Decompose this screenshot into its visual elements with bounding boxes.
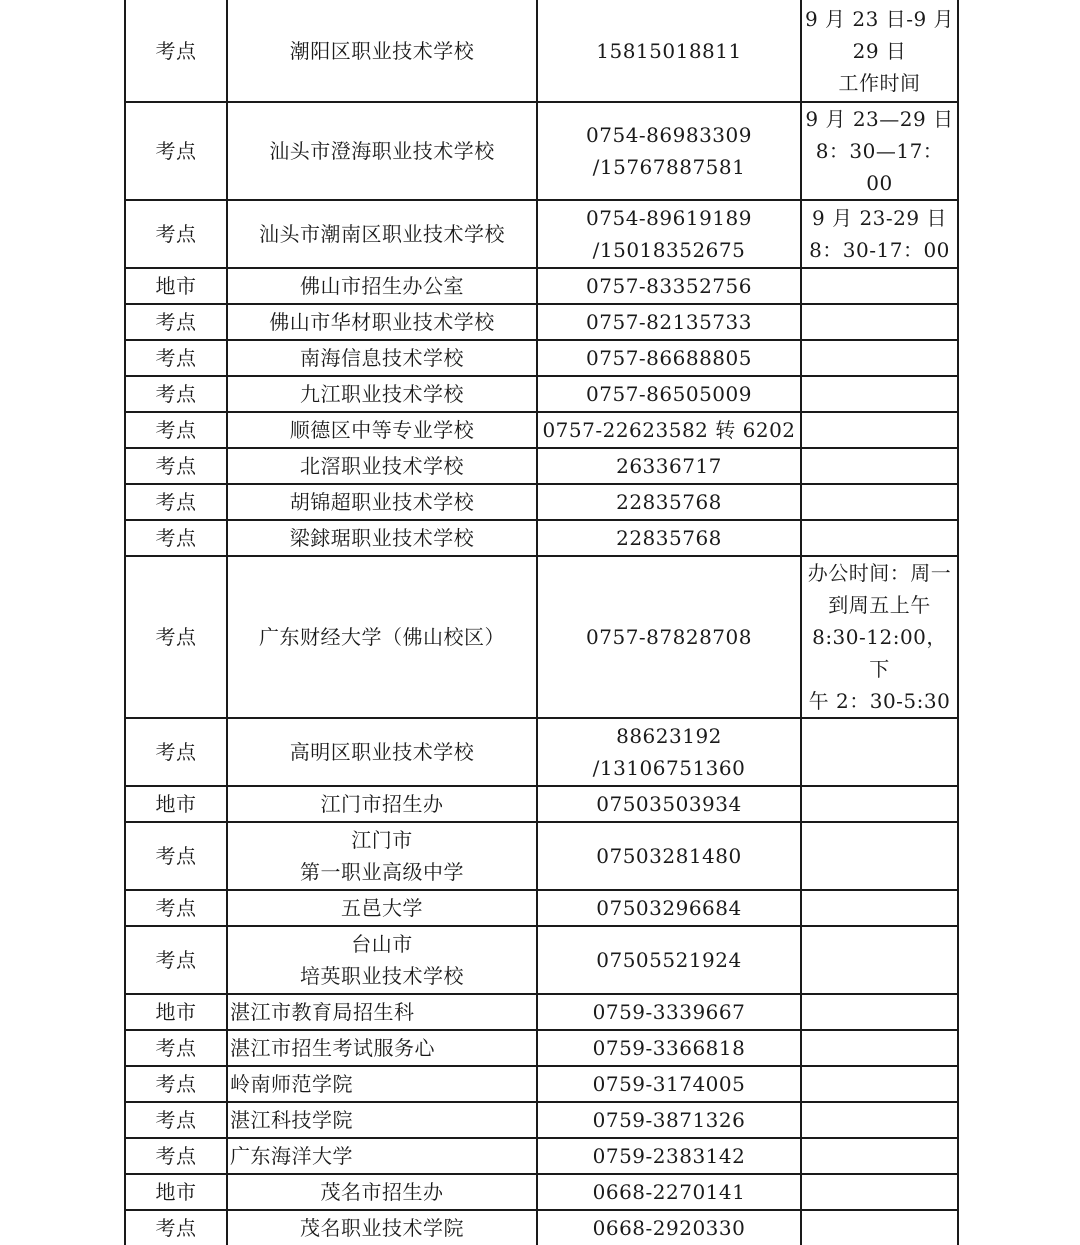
institution-name-cell: 九江职业技术学校 — [227, 376, 537, 412]
row-type-cell: 考点 — [125, 926, 227, 994]
phone-cell: 0757-86505009 — [537, 376, 801, 412]
table-row — [125, 448, 958, 484]
office-hours-cell — [801, 822, 958, 890]
office-hours-cell — [801, 340, 958, 376]
phone-cell: 0668-2920330 — [537, 1210, 801, 1245]
row-type-cell: 考点 — [125, 1210, 227, 1245]
phone-cell: 22835768 — [537, 484, 801, 520]
row-type-cell: 考点 — [125, 102, 227, 200]
office-hours-cell — [801, 1030, 958, 1066]
institution-name-cell: 汕头市澄海职业技术学校 — [227, 102, 537, 200]
institution-name-cell: 汕头市潮南区职业技术学校 — [227, 200, 537, 268]
phone-cell: 0759-3366818 — [537, 1030, 801, 1066]
phone-cell: 0759-3174005 — [537, 1066, 801, 1102]
table-row — [125, 200, 958, 268]
phone-cell: 0757-22623582 转 6202 — [537, 412, 801, 448]
institution-name-cell: 胡锦超职业技术学校 — [227, 484, 537, 520]
phone-cell: 0757-87828708 — [537, 556, 801, 718]
phone-cell: 07503503934 — [537, 786, 801, 822]
phone-cell: 07503296684 — [537, 890, 801, 926]
institution-name-cell: 高明区职业技术学校 — [227, 718, 537, 786]
institution-name-cell: 湛江市教育局招生科 — [227, 994, 537, 1030]
office-hours-cell — [801, 994, 958, 1030]
table-row — [125, 1138, 958, 1174]
table-row — [125, 1066, 958, 1102]
phone-cell: 0754-89619189 /15018352675 — [537, 200, 801, 268]
table-row — [125, 1102, 958, 1138]
institution-name-cell: 顺德区中等专业学校 — [227, 412, 537, 448]
institution-name-cell: 佛山市华材职业技术学校 — [227, 304, 537, 340]
institution-name-cell: 南海信息技术学校 — [227, 340, 537, 376]
row-type-cell: 考点 — [125, 340, 227, 376]
phone-cell: 0754-86983309 /15767887581 — [537, 102, 801, 200]
table-row — [125, 412, 958, 448]
table-row — [125, 926, 958, 994]
table-row — [125, 1210, 958, 1245]
table-row — [125, 994, 958, 1030]
phone-cell: 0759-3871326 — [537, 1102, 801, 1138]
row-type-cell: 考点 — [125, 520, 227, 556]
table-row — [125, 520, 958, 556]
office-hours-cell: 9 月 23-29 日 8：30-17：00 — [801, 200, 958, 268]
phone-cell: 0668-2270141 — [537, 1174, 801, 1210]
table-row — [125, 890, 958, 926]
institution-name-cell: 佛山市招生办公室 — [227, 268, 537, 304]
table-row — [125, 376, 958, 412]
row-type-cell: 地市 — [125, 786, 227, 822]
office-hours-cell — [801, 412, 958, 448]
table-row — [125, 822, 958, 890]
institution-name-cell: 广东财经大学（佛山校区） — [227, 556, 537, 718]
phone-cell: 26336717 — [537, 448, 801, 484]
row-type-cell: 考点 — [125, 822, 227, 890]
row-type-cell: 地市 — [125, 268, 227, 304]
institution-name-cell: 广东海洋大学 — [227, 1138, 537, 1174]
institution-name-cell: 江门市招生办 — [227, 786, 537, 822]
row-type-cell: 考点 — [125, 556, 227, 718]
institution-name-cell: 岭南师范学院 — [227, 1066, 537, 1102]
table-row — [125, 102, 958, 200]
office-hours-cell — [801, 1102, 958, 1138]
phone-cell: 0757-82135733 — [537, 304, 801, 340]
table-row — [125, 718, 958, 786]
table-row — [125, 1174, 958, 1210]
phone-cell: 88623192 /13106751360 — [537, 718, 801, 786]
phone-cell: 07503281480 — [537, 822, 801, 890]
table-row — [125, 786, 958, 822]
row-type-cell: 考点 — [125, 718, 227, 786]
table-row — [125, 340, 958, 376]
institution-name-cell: 潮阳区职业技术学校 — [227, 0, 537, 102]
phone-cell: 0759-3339667 — [537, 994, 801, 1030]
table-row — [125, 0, 958, 102]
row-type-cell: 考点 — [125, 1102, 227, 1138]
office-hours-cell — [801, 376, 958, 412]
table-body — [125, 0, 958, 1245]
table-row — [125, 304, 958, 340]
institution-name-cell: 五邑大学 — [227, 890, 537, 926]
table-row — [125, 556, 958, 718]
phone-cell: 22835768 — [537, 520, 801, 556]
institution-name-cell: 梁銶琚职业技术学校 — [227, 520, 537, 556]
phone-cell: 0757-83352756 — [537, 268, 801, 304]
contact-table — [124, 0, 959, 1245]
row-type-cell: 考点 — [125, 304, 227, 340]
office-hours-cell — [801, 1138, 958, 1174]
office-hours-cell: 9 月 23—29 日 8：30—17：00 — [801, 102, 958, 200]
institution-name-cell: 茂名职业技术学院 — [227, 1210, 537, 1245]
office-hours-cell: 9 月 23 日-9 月 29 日 工作时间 — [801, 0, 958, 102]
table-row — [125, 1030, 958, 1066]
office-hours-cell — [801, 484, 958, 520]
row-type-cell: 考点 — [125, 200, 227, 268]
phone-cell: 0757-86688805 — [537, 340, 801, 376]
office-hours-cell — [801, 890, 958, 926]
office-hours-cell — [801, 1066, 958, 1102]
row-type-cell: 地市 — [125, 1174, 227, 1210]
row-type-cell: 考点 — [125, 412, 227, 448]
office-hours-cell — [801, 786, 958, 822]
table-row — [125, 484, 958, 520]
row-type-cell: 考点 — [125, 484, 227, 520]
phone-cell: 07505521924 — [537, 926, 801, 994]
institution-name-cell: 台山市 培英职业技术学校 — [227, 926, 537, 994]
row-type-cell: 考点 — [125, 890, 227, 926]
row-type-cell: 考点 — [125, 1030, 227, 1066]
row-type-cell: 考点 — [125, 0, 227, 102]
row-type-cell: 地市 — [125, 994, 227, 1030]
row-type-cell: 考点 — [125, 376, 227, 412]
phone-cell: 15815018811 — [537, 0, 801, 102]
office-hours-cell — [801, 1174, 958, 1210]
office-hours-cell: 办公时间：周一 到周五上午 8:30-12:00，下 午 2：30-5:30 — [801, 556, 958, 718]
office-hours-cell — [801, 520, 958, 556]
office-hours-cell — [801, 448, 958, 484]
office-hours-cell — [801, 304, 958, 340]
institution-name-cell: 湛江科技学院 — [227, 1102, 537, 1138]
table-row — [125, 268, 958, 304]
office-hours-cell — [801, 268, 958, 304]
institution-name-cell: 北滘职业技术学校 — [227, 448, 537, 484]
row-type-cell: 考点 — [125, 1066, 227, 1102]
row-type-cell: 考点 — [125, 1138, 227, 1174]
phone-cell: 0759-2383142 — [537, 1138, 801, 1174]
office-hours-cell — [801, 926, 958, 994]
row-type-cell: 考点 — [125, 448, 227, 484]
office-hours-cell — [801, 1210, 958, 1245]
institution-name-cell: 茂名市招生办 — [227, 1174, 537, 1210]
institution-name-cell: 湛江市招生考试服务心 — [227, 1030, 537, 1066]
office-hours-cell — [801, 718, 958, 786]
institution-name-cell: 江门市 第一职业高级中学 — [227, 822, 537, 890]
